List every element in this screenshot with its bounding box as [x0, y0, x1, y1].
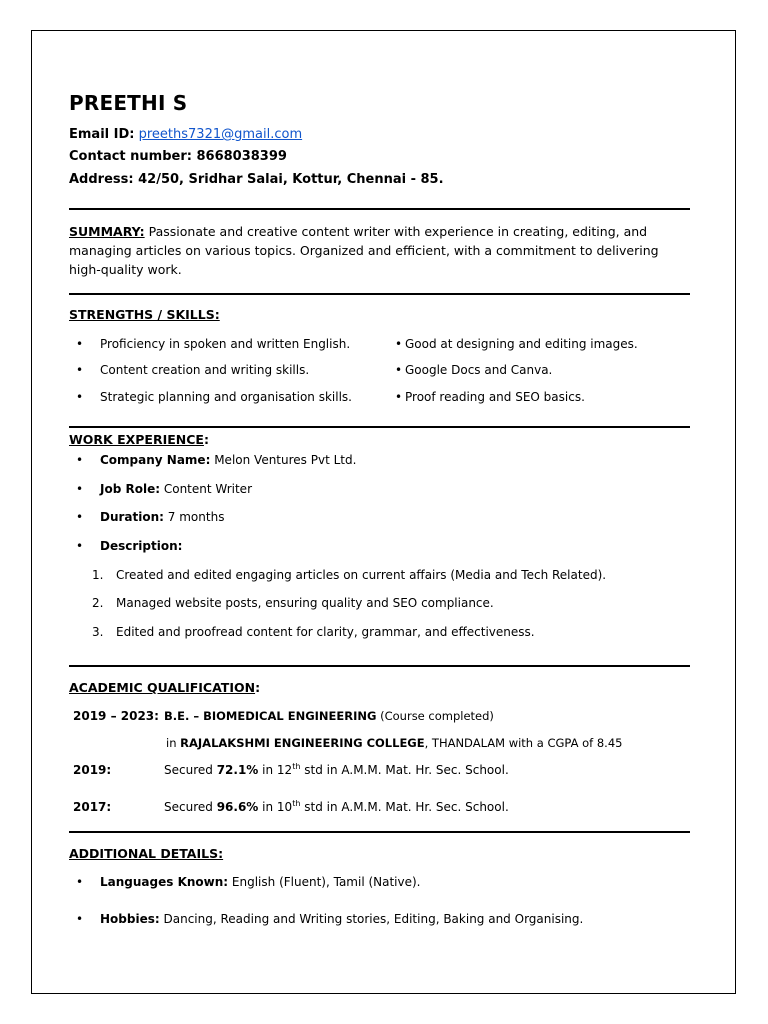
bullet-icon: • — [395, 390, 403, 404]
sslc-prefix: Secured — [164, 800, 213, 814]
college-suffix: , THANDALAM with a CGPA of 8.45 — [424, 736, 623, 750]
role-label: Job Role: — [100, 482, 161, 496]
bullet-icon: • — [76, 912, 84, 926]
bullet-icon: • — [76, 363, 84, 377]
languages-line — [100, 875, 421, 890]
candidate-name: PREETHI S — [69, 91, 188, 115]
skill-item: Proof reading and SEO basics. — [405, 390, 585, 404]
description-item: Edited and proofread content for clarity, grammar, and effectiveness. — [116, 625, 535, 639]
skills-heading: STRENGTHS / SKILLS: — [69, 307, 220, 322]
summary-text: Passionate and creative content writer with experience in creating, editing, and managing articles on various topics. Organized and efficient, with a commitment to delivering high-quality work. — [69, 224, 659, 277]
bullet-icon: • — [395, 337, 403, 351]
hsc-suffix: std in A.M.M. Mat. Hr. Sec. School. — [304, 763, 509, 777]
hsc-year: 2019: — [73, 763, 112, 777]
sslc-line — [164, 800, 509, 815]
hsc-line — [164, 763, 509, 778]
company-value: Melon Ventures Pvt Ltd. — [214, 453, 357, 467]
address-line — [69, 172, 444, 188]
role-line — [100, 482, 252, 497]
address-label: Address: — [69, 172, 134, 187]
languages-label: Languages Known: — [100, 875, 229, 889]
email-label: Email ID: — [69, 127, 135, 142]
skill-item: Strategic planning and organisation skills. — [100, 390, 352, 404]
description-item: Managed website posts, ensuring quality and SEO compliance. — [116, 596, 494, 610]
divider — [69, 665, 690, 667]
role-value: Content Writer — [163, 482, 252, 496]
bullet-icon: • — [76, 453, 84, 467]
sslc-score: 96.6% — [216, 800, 259, 814]
degree-name: B.E. – BIOMEDICAL ENGINEERING — [164, 709, 377, 723]
duration-line — [100, 510, 224, 525]
list-number: 3. — [92, 625, 104, 639]
hobbies-line — [100, 912, 583, 927]
bullet-icon: • — [76, 390, 84, 404]
work-heading: WORK EXPERIENCE — [69, 432, 204, 447]
contact-number: 8668038399 — [196, 149, 287, 164]
contact-line — [69, 149, 287, 165]
skill-item: Good at designing and editing images. — [405, 337, 638, 351]
degree-years: 2019 – 2023: — [73, 709, 159, 723]
skill-item: Google Docs and Canva. — [405, 363, 553, 377]
additional-heading: ADDITIONAL DETAILS: — [69, 846, 224, 861]
academic-heading-line — [69, 680, 260, 695]
company-label: Company Name: — [100, 453, 211, 467]
sslc-suffix: std in A.M.M. Mat. Hr. Sec. School. — [304, 800, 509, 814]
hsc-score: 72.1% — [216, 763, 259, 777]
summary-section — [69, 222, 689, 279]
college-line — [166, 736, 622, 751]
bullet-icon: • — [76, 482, 84, 496]
divider — [69, 208, 690, 210]
skill-item: Content creation and writing skills. — [100, 363, 310, 377]
sslc-sup: th — [292, 799, 301, 808]
sslc-in: in 10 — [262, 800, 293, 814]
bullet-icon: • — [76, 337, 84, 351]
heading-colon: : — [255, 680, 261, 695]
email-link[interactable]: preeths7321@gmail.com — [138, 127, 303, 142]
college-prefix: in — [166, 736, 177, 750]
divider — [69, 293, 690, 295]
hobbies-label: Hobbies: — [100, 912, 160, 926]
sslc-year: 2017: — [73, 800, 112, 814]
bullet-icon: • — [76, 539, 84, 553]
hobbies-value: Dancing, Reading and Writing stories, Editing, Baking and Organising. — [163, 912, 584, 926]
hsc-prefix: Secured — [164, 763, 213, 777]
bullet-icon: • — [76, 510, 84, 524]
duration-value: 7 months — [167, 510, 225, 524]
skill-item: Proficiency in spoken and written English. — [100, 337, 351, 351]
contact-label: Contact number: — [69, 149, 192, 164]
languages-value: English (Fluent), Tamil (Native). — [231, 875, 421, 889]
degree-line — [164, 709, 494, 724]
divider — [69, 426, 690, 428]
bullet-icon: • — [76, 875, 84, 889]
college-name: RAJALAKSHMI ENGINEERING COLLEGE — [180, 736, 425, 750]
divider — [69, 831, 690, 833]
duration-label: Duration: — [100, 510, 164, 524]
email-line — [69, 127, 302, 143]
hsc-sup: th — [292, 762, 301, 771]
description-item: Created and edited engaging articles on current affairs (Media and Tech Related). — [116, 568, 607, 582]
company-line — [100, 453, 356, 468]
bullet-icon: • — [395, 363, 403, 377]
list-number: 1. — [92, 568, 104, 582]
address-value: 42/50, Sridhar Salai, Kottur, Chennai - 85. — [138, 172, 444, 187]
heading-colon: : — [203, 432, 209, 447]
description-label: Description: — [100, 539, 183, 553]
degree-status: (Course completed) — [380, 709, 494, 723]
list-number: 2. — [92, 596, 104, 610]
summary-heading: SUMMARY: — [69, 224, 145, 239]
academic-heading: ACADEMIC QUALIFICATION — [69, 680, 256, 695]
work-heading-line — [69, 432, 209, 447]
hsc-in: in 12 — [262, 763, 293, 777]
